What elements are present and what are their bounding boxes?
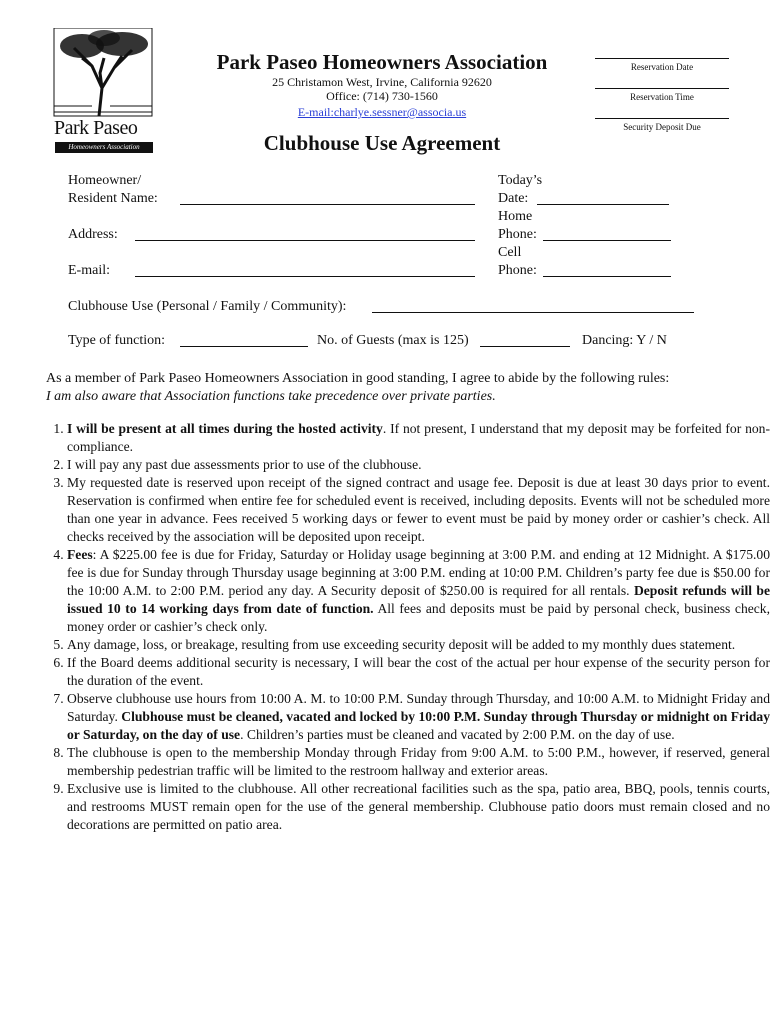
- clubhouse-use-label: Clubhouse Use (Personal / Family / Community):: [68, 299, 347, 314]
- office-phone: Office: (714) 730-1560: [326, 89, 438, 103]
- intro-precedence-note: I am also aware that Association functions take precedence over private parties.: [46, 389, 496, 404]
- cell-label: Cell: [498, 245, 522, 260]
- rule-item-7: [67, 690, 770, 744]
- rule-item-5: [67, 636, 770, 654]
- rule-4-text-end: All fees and deposits must be paid by personal check, business check, money order or cashier’s check only.: [67, 601, 770, 634]
- homeowner-label-line1: Homeowner/: [68, 173, 142, 188]
- intro-statement: As a member of Park Paseo Homeowners Association in good standing, I agree to abide by the following rules:: [46, 371, 670, 386]
- rule-item-2: [67, 456, 770, 474]
- address-label: Address:: [68, 227, 118, 242]
- logo-subtitle: Homeowners Association: [55, 142, 153, 153]
- rule-item-4: [67, 546, 770, 636]
- rule-item-8: [67, 744, 770, 780]
- rule-7-text: Observe clubhouse use hours from 10:00 A. M. to 10:00 P.M. Sunday through Thursday, and 10:00 A.M. to Midnight Friday and Saturday.: [67, 691, 770, 724]
- todays-label: Today’s: [498, 173, 543, 188]
- rule-6-text: If the Board deems additional security is necessary, I will bear the cost of the actual per hour expense of the security person for the duration of the event.: [67, 655, 770, 688]
- rule-7-text-end: . Children’s parties must be cleaned and vacated by 2:00 P.M. on the day of use.: [240, 727, 675, 742]
- reservation-time-field[interactable]: Reservation Time: [595, 88, 729, 102]
- guests-field[interactable]: [480, 332, 570, 347]
- tree-icon: [52, 28, 154, 120]
- email-field[interactable]: [135, 262, 475, 277]
- rule-item-3: [67, 474, 770, 546]
- rule-1-bold: I will be present at all times during the hosted activity: [67, 421, 383, 436]
- reservation-date-field[interactable]: Reservation Date: [595, 58, 729, 72]
- street-address: 25 Christamon West, Irvine, California 92620: [272, 75, 492, 89]
- type-of-function-label: Type of function:: [68, 333, 165, 348]
- page-title: Clubhouse Use Agreement: [263, 131, 501, 155]
- home-phone-label: Phone:: [498, 227, 537, 242]
- association-address: [160, 75, 604, 103]
- cell-phone-field[interactable]: [543, 262, 671, 277]
- type-of-function-field[interactable]: [180, 332, 308, 347]
- rule-3-text: My requested date is reserved upon receipt of the signed contract and usage fee. Deposit is due at least 30 days prior to event. Reservation is confirmed when entire fee for scheduled event is received, including deposits. Events will not be scheduled more than one year in advance. Fees received 5 working days or fewer to event must be paid by money order or cashier’s check. All checks received by the association will be deposited upon receipt.: [67, 475, 770, 544]
- rule-4-bold-refund: Deposit refunds will be issued 10 to 14 working days from date of function.: [67, 583, 770, 616]
- association-name: Park Paseo Homeowners Association: [216, 50, 548, 74]
- rule-5-text: Any damage, loss, or breakage, resulting from use exceeding security deposit will be added to my monthly dues statement.: [67, 637, 736, 652]
- address-field[interactable]: [135, 226, 475, 241]
- cell-phone-label: Phone:: [498, 263, 537, 278]
- email-label: E-mail:: [68, 263, 110, 278]
- rule-item-6: [67, 654, 770, 690]
- dancing-field[interactable]: Dancing: Y / N: [582, 333, 667, 348]
- home-phone-field[interactable]: [543, 226, 671, 241]
- rule-8-text: The clubhouse is open to the membership Monday through Friday from 9:00 A.M. to 5:00 P.M., however, if reserved, general membership pedestrian traffic will be limited to the restroom hallway and exterior areas.: [67, 745, 770, 778]
- homeowner-label: [68, 172, 158, 208]
- rules-list: [20, 420, 770, 834]
- rule-item-9: [67, 780, 770, 834]
- security-deposit-field[interactable]: Security Deposit Due: [595, 118, 729, 132]
- home-label: Home: [498, 209, 533, 224]
- rule-9-text: Exclusive use is limited to the clubhouse. All other recreational facilities such as the spa, patio area, BBQ, pools, tennis courts, and restrooms MUST remain open for the use of the general membership. Clubhouse patio doors must remain closed and no decorations are permitted on patio area.: [67, 781, 770, 832]
- guests-label: No. of Guests (max is 125): [317, 333, 469, 348]
- rule-1-text: . If not present, I understand that my deposit may be forfeited for non-compliance.: [67, 421, 770, 454]
- todays-date-field[interactable]: [537, 190, 669, 205]
- logo-title: Park Paseo: [54, 117, 138, 139]
- rule-2-text: I will pay any past due assessments prior to use of the clubhouse.: [67, 457, 422, 472]
- rule-4-bold: Fees: [67, 547, 93, 562]
- clubhouse-use-field[interactable]: [372, 298, 694, 313]
- association-email-link[interactable]: E-mail:charlye.sessner@associa.us: [297, 105, 467, 119]
- homeowner-label-line2: Resident Name:: [68, 191, 158, 206]
- rule-7-bold: Clubhouse must be cleaned, vacated and locked by 10:00 P.M. Sunday through Thursday or midnight on Friday or Saturday, on the day of use: [67, 709, 770, 742]
- rule-4-text: : A $225.00 fee is due for Friday, Saturday or Holiday usage beginning at 3:00 P.M. and ending at 12 Midnight. A $175.00 fee is due for Sunday through Thursday usage beginning at 3:00 P.M. ending at 10:00 P.M. Children’s party fee due is $50.00 for the 10:00 A.M. to 2:00 P.M. period any day. A Security deposit of $250.00 is required for all rentals.: [67, 547, 770, 598]
- rule-item-1: [67, 420, 770, 456]
- resident-name-field[interactable]: [180, 190, 475, 205]
- date-label: Date:: [498, 191, 529, 206]
